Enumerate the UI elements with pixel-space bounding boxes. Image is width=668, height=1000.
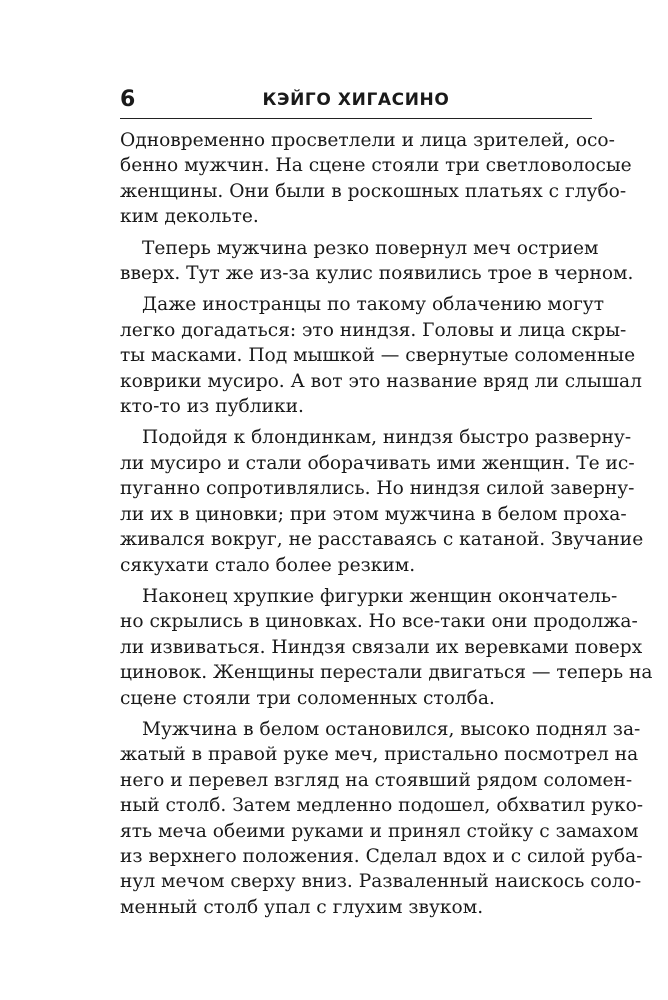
text-line: бенно мужчин. На сцене стояли три светловолосые bbox=[120, 155, 632, 177]
paragraph-5 bbox=[120, 584, 653, 711]
body-text bbox=[120, 128, 653, 926]
text-line: Мужчина в белом остановился, высоко поднял за- bbox=[142, 718, 641, 740]
text-line: коврики мусиро. А вот это название вряд ли слышал bbox=[120, 370, 642, 392]
text-line: ты масками. Под мышкой — свернутые соломенные bbox=[120, 345, 636, 367]
text-line: сцене стояли три соломенных столба. bbox=[120, 687, 495, 709]
text-line: него и перевел взгляд на стоявший рядом соломен- bbox=[120, 769, 633, 791]
text-line: менный столб упал с глухим звуком. bbox=[120, 896, 484, 918]
text-line: ким декольте. bbox=[120, 206, 259, 228]
running-head bbox=[120, 86, 592, 114]
text-line: Подойдя к блондинкам, ниндзя быстро разверну- bbox=[142, 427, 632, 449]
text-line: легко догадаться: это ниндзя. Головы и лица скры- bbox=[120, 319, 627, 341]
running-head-author: КЭЙГО ХИГАСИНО bbox=[262, 90, 450, 110]
text-line: Теперь мужчина резко повернул меч острием bbox=[142, 237, 599, 259]
text-line: жатый в правой руке меч, пристально посмотрел на bbox=[120, 744, 639, 766]
paragraph-2 bbox=[120, 236, 634, 287]
paragraph-1 bbox=[120, 128, 632, 230]
paragraph-3 bbox=[120, 292, 642, 419]
text-line: Наконец хрупкие фигурки женщин окончатель- bbox=[142, 585, 618, 607]
header-rule bbox=[120, 118, 592, 119]
text-line: ный столб. Затем медленно подошел, обхватил руко- bbox=[120, 795, 644, 817]
page-number: 6 bbox=[120, 87, 136, 112]
text-line: но скрылись в циновках. Но все-таки они продолжа- bbox=[120, 611, 638, 633]
text-line: ять меча обеими руками и принял стойку с замахом bbox=[120, 820, 639, 842]
text-line: вверх. Тут же из-за кулис появились трое в черном. bbox=[120, 263, 634, 285]
text-line: Одновременно просветлели и лица зрителей, осо- bbox=[120, 130, 615, 151]
text-line: пуганно сопротивлялись. Но ниндзя силой заверну- bbox=[120, 478, 635, 500]
text-line: ли мусиро и стали оборачивать ими женщин. Те ис- bbox=[120, 452, 635, 474]
text-line: ли извиваться. Ниндзя связали их веревками поверх bbox=[120, 636, 643, 658]
paragraph-4 bbox=[120, 425, 644, 577]
text-line: ли их в циновки; при этом мужчина в белом проха- bbox=[120, 503, 627, 525]
paragraph-6 bbox=[120, 717, 644, 920]
text-line: циновок. Женщины перестали двигаться — теперь на bbox=[120, 662, 653, 684]
text-line: женщины. Они были в роскошных платьях с глубо- bbox=[120, 180, 627, 202]
text-line: кто-то из публики. bbox=[120, 396, 304, 418]
text-line: из верхнего положения. Сделал вдох и с силой руба- bbox=[120, 845, 643, 867]
text-line: нул мечом сверху вниз. Разваленный наискось соло- bbox=[120, 871, 642, 893]
text-line: сякухати стало более резким. bbox=[120, 554, 416, 576]
text-line: Даже иностранцы по такому облачению могут bbox=[142, 294, 605, 316]
text-line: живался вокруг, не расставаясь с катаной. Звучание bbox=[120, 529, 644, 551]
